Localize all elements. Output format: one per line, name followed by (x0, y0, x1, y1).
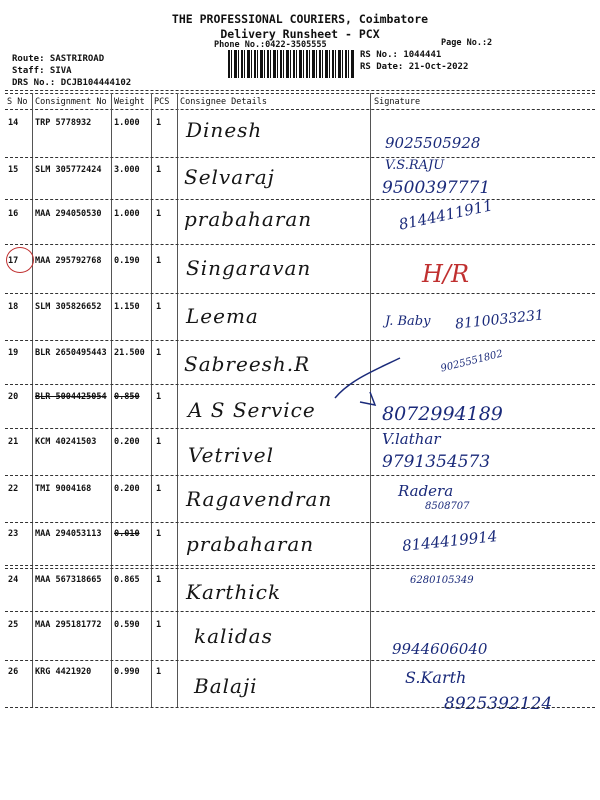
row-rule-double (5, 568, 595, 569)
row-consignment: TMI 9004168 (35, 484, 92, 494)
consignee-name: kalidas (194, 624, 273, 648)
signature: 9025505928 (385, 134, 481, 152)
row-sno: 21 (8, 437, 19, 447)
col-divider (111, 93, 112, 708)
row-rule (5, 611, 595, 612)
signature-phone: 9500397771 (382, 178, 491, 198)
row-sno: 14 (8, 118, 19, 128)
col-sno: S No (7, 97, 28, 107)
row-pcs: 1 (156, 209, 162, 219)
row-weight: 3.000 (114, 165, 140, 175)
row-pcs: 1 (156, 118, 162, 128)
col-pcs: PCS (154, 97, 170, 107)
row-consignment: SLM 305826652 (35, 302, 102, 312)
row-consignment: BLR 2650495443 (35, 348, 107, 358)
row-consignment: MAA 294053113 (35, 529, 102, 539)
row-sno: 17 (8, 256, 19, 266)
rs-number: RS No.: 1044441 (360, 50, 442, 60)
header-rule-top2 (5, 93, 595, 94)
row-rule (5, 565, 595, 566)
row-consignment: MAA 294050530 (35, 209, 102, 219)
row-rule (5, 707, 595, 708)
row-rule (5, 522, 595, 523)
row-sno: 25 (8, 620, 19, 630)
row-weight: 0.850 (114, 392, 140, 402)
row-consignment: SLM 305772424 (35, 165, 102, 175)
row-weight: 0.200 (114, 484, 140, 494)
row-consignment: MAA 295792768 (35, 256, 102, 266)
row-weight: 1.150 (114, 302, 140, 312)
row-pcs: 1 (156, 302, 162, 312)
signature-phone: 8925392124 (444, 694, 553, 714)
row-pcs: 1 (156, 667, 162, 677)
row-weight: 1.000 (114, 209, 140, 219)
row-rule (5, 157, 595, 158)
row-sno: 18 (8, 302, 19, 312)
staff: Staff: SIVA (12, 66, 72, 76)
row-weight: 21.500 (114, 348, 145, 358)
row-consignment: BLR 5004425054 (35, 392, 107, 402)
signature: 8144411911 (397, 196, 495, 234)
row-rule (5, 428, 595, 429)
signature-phone: 9791354573 (382, 452, 491, 472)
col-divider (151, 93, 152, 708)
row-pcs: 1 (156, 256, 162, 266)
row-consignment: KRG 4421920 (35, 667, 92, 677)
arrow-scribble (330, 350, 410, 410)
consignee-name: prabaharan (184, 207, 313, 231)
consignee-name: Balaji (194, 674, 258, 698)
row-consignment: TRP 5778932 (35, 118, 92, 128)
col-consignment: Consignment No (35, 97, 107, 107)
header-rule-bottom (5, 109, 595, 110)
barcode (228, 50, 354, 78)
row-sno: 20 (8, 392, 19, 402)
consignee-name: Dinesh (186, 118, 263, 142)
row-weight: 0.590 (114, 620, 140, 630)
row-weight: 0.190 (114, 256, 140, 266)
row-pcs: 1 (156, 484, 162, 494)
row-weight: 0.010 (114, 529, 140, 539)
page-number: Page No.:2 (441, 38, 493, 48)
signature-phone: 8110033231 (454, 307, 545, 333)
row-sno: 16 (8, 209, 19, 219)
consignee-name: prabaharan (186, 532, 315, 556)
row-weight: 1.000 (114, 118, 140, 128)
phone-number: Phone No.:0422-3505555 (214, 40, 327, 50)
signature: Radera (398, 482, 454, 500)
row-pcs: 1 (156, 392, 162, 402)
signature: 9025551802 (439, 348, 505, 375)
row-pcs: 1 (156, 437, 162, 447)
row-sno: 19 (8, 348, 19, 358)
consignee-name: Singaravan (186, 256, 312, 280)
signature-phone: 8508707 (425, 501, 470, 512)
signature: 8072994189 (382, 403, 503, 425)
signature: V.S.RAJU (385, 158, 445, 173)
row-rule (5, 340, 595, 341)
signature: S.Karth (405, 668, 467, 687)
consignee-name: Ragavendran (186, 487, 333, 511)
row-rule (5, 475, 595, 476)
consignee-name: Karthick (186, 580, 282, 604)
row-rule (5, 293, 595, 294)
row-rule (5, 660, 595, 661)
col-weight: Weight (114, 97, 145, 107)
consignee-name: Leema (186, 304, 259, 328)
col-signature: Signature (374, 97, 421, 107)
row-consignment: MAA 295181772 (35, 620, 102, 630)
signature: 9944606040 (392, 640, 488, 658)
row-weight: 0.990 (114, 667, 140, 677)
row-rule (5, 199, 595, 200)
row-sno: 24 (8, 575, 19, 585)
signature: 8144419914 (401, 527, 499, 555)
company-name: THE PROFESSIONAL COURIERS, Coimbatore (171, 12, 429, 26)
route: Route: SASTRIROAD (12, 54, 105, 64)
col-divider (32, 93, 33, 708)
consignee-name: A S Service (188, 398, 316, 422)
row-rule (5, 244, 595, 245)
row-pcs: 1 (156, 529, 162, 539)
row-sno: 15 (8, 165, 19, 175)
signature-hr: H/R (422, 260, 470, 288)
consignee-name: Selvaraj (184, 165, 275, 189)
rs-date: RS Date: 21-Oct-2022 (360, 62, 469, 72)
document-title: Delivery Runsheet - PCX (220, 27, 380, 41)
row-weight: 0.200 (114, 437, 140, 447)
consignee-name: Sabreesh.R (184, 352, 311, 376)
row-sno: 23 (8, 529, 19, 539)
signature: J. Baby (385, 314, 431, 329)
row-rule (5, 384, 595, 385)
row-pcs: 1 (156, 620, 162, 630)
row-consignment: MAA 567318665 (35, 575, 102, 585)
consignee-name: Vetrivel (188, 443, 274, 467)
row-pcs: 1 (156, 575, 162, 585)
col-consignee: Consignee Details (180, 97, 267, 107)
row-pcs: 1 (156, 348, 162, 358)
header-rule-top (5, 90, 595, 91)
col-divider (177, 93, 178, 708)
drs-number: DRS No.: DCJB104444102 (12, 78, 132, 88)
row-sno: 26 (8, 667, 19, 677)
row-weight: 0.865 (114, 575, 140, 585)
row-pcs: 1 (156, 165, 162, 175)
row-sno: 22 (8, 484, 19, 494)
row-consignment: KCM 40241503 (35, 437, 97, 447)
signature: 6280105349 (410, 575, 474, 586)
signature: V.lathar (382, 430, 441, 448)
